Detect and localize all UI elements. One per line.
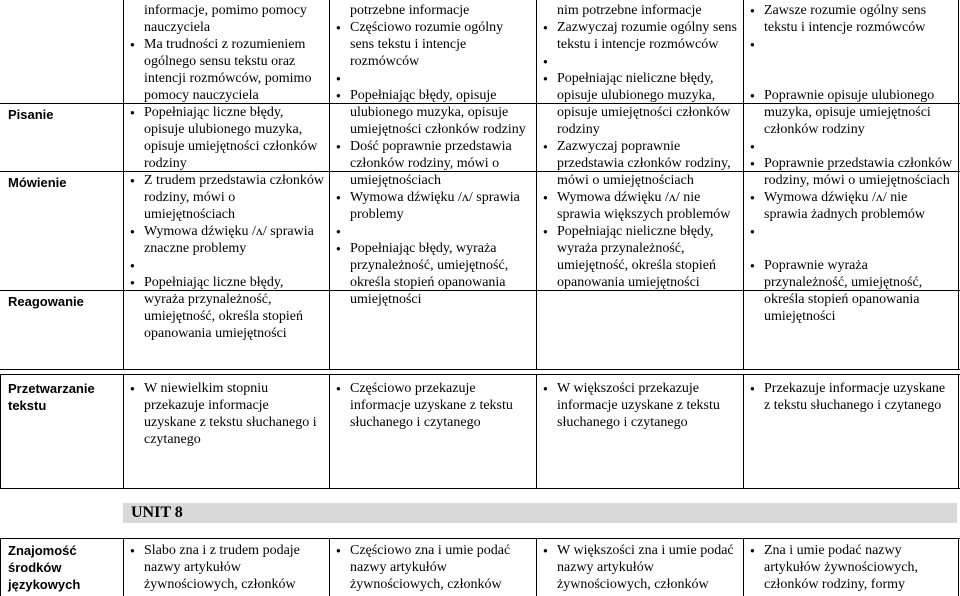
- col3-item-understanding: ● Zazwyczaj rozumie ogólny sens tekstu i intencje rozmówców: [541, 19, 737, 53]
- col4-item-writing: ● Poprawnie opisuje ulubionego muzyka, opisuje umiejętności członków rodziny: [748, 87, 953, 138]
- col2-item-reacting: ● Popełniając błędy, wyraża przynależność, umiejętność, określa stopień opanowania umiejętności: [334, 240, 530, 308]
- table3-cell-4: [748, 542, 953, 593]
- row-label-reagowanie: Reagowanie: [8, 294, 84, 309]
- table3-item-1: ● Slabo zna i z trudem podaje nazwy artykułów żywnościowych, członków: [128, 542, 324, 593]
- table3-col-divider-3: [536, 538, 537, 596]
- table1-bottom-border: [0, 369, 960, 370]
- table3-col-divider-1: [123, 538, 124, 596]
- table3-top-border: [0, 538, 960, 539]
- table2-cell-3: [541, 380, 737, 431]
- col3-spacer-1: [541, 53, 737, 70]
- table1-col3: [541, 2, 737, 291]
- col1-item-reacting: ● Popełniając liczne błędy, wyraża przynależność, umiejętność, określa stopień opanowania umiejętności: [128, 274, 324, 342]
- col2-spacer-2: [334, 223, 530, 240]
- table1-col1: [128, 2, 324, 342]
- col4-item-reacting: ● Poprawnie wyraża przynależność, umiejętność, określa stopień opanowania umiejętności: [748, 257, 953, 325]
- table2-cell-4: [748, 380, 953, 414]
- table3-right-border: [958, 538, 959, 596]
- col1-item-writing: ● Popełniając liczne błędy, opisuje ulubionego muzyka, opisuje umiejętności członków rodziny: [128, 104, 324, 172]
- row-label-mowienie: Mówienie: [8, 175, 67, 190]
- col4-item-speaking: ● Poprawnie przedstawia członków rodziny, mówi o umiejętnościach: [748, 155, 953, 189]
- table2-cell-1: [128, 380, 324, 448]
- unit-heading: UNIT 8: [123, 503, 957, 523]
- table1-right-border: [958, 0, 959, 370]
- table3-cell-3: [541, 542, 737, 593]
- table1-col-divider-4: [743, 0, 744, 370]
- table1-col-divider-2: [329, 0, 330, 370]
- table3-left-border: [0, 538, 1, 596]
- col1-spacer: [128, 257, 324, 274]
- col1-item-understanding: ● Ma trudności z rozumieniem ogólnego sensu tekstu oraz intencji rozmówców, pomimo pomocy nauczyciela: [128, 36, 324, 104]
- row-label-przetwarzanie-tekstu: Przetwarzanie tekstu: [8, 381, 95, 413]
- col1-continued-text-1: informacje, pomimo pomocy: [144, 3, 307, 18]
- table2-item-4: ● Przekazuje informacje uzyskane z tekstu słuchanego i czytanego: [748, 380, 953, 414]
- col2-item-writing: ● Popełniając błędy, opisuje ulubionego muzyka, opisuje umiejętności członków rodziny: [334, 87, 530, 138]
- table3-item-2: ● Częściowo zna i umie podać nazwy artykułów żywnościowych, członków: [334, 542, 530, 593]
- col4-spacer-2: [748, 138, 953, 155]
- row-label-pisanie: Pisanie: [8, 107, 54, 122]
- table3-cell-1: [128, 542, 324, 593]
- table1-col-divider-1: [123, 0, 124, 370]
- col1-item-speaking: ● Z trudem przedstawia członków rodziny, mówi o umiejętnościach: [128, 172, 324, 223]
- col4-item-understanding: ● Zawsze rozumie ogólny sens tekstu i intencje rozmówców: [748, 2, 953, 36]
- col4-spacer-1: [748, 36, 953, 87]
- table2-item-3: ● W większości przekazuje informacje uzyskane z tekstu słuchanego i czytanego: [541, 380, 737, 431]
- col1-item-pronunciation: ● Wymowa dźwięku /ʌ/ sprawia znaczne problemy: [128, 223, 324, 257]
- col2-item-pronunciation: ● Wymowa dźwięku /ʌ/ sprawia problemy: [334, 189, 530, 223]
- table2-cell-2: [334, 380, 530, 431]
- table3-item-3: ● W większości zna i umie podać nazwy artykułów żywnościowych, członków: [541, 542, 737, 593]
- table2-col-divider-2: [329, 374, 330, 489]
- table2-left-border: [0, 374, 1, 489]
- table2-col-divider-1: [123, 374, 124, 489]
- table2-item-1: ● W niewielkim stopniu przekazuje informacje uzyskane z tekstu słuchanego i czytanego: [128, 380, 324, 448]
- table1-col2: [334, 2, 530, 308]
- table2-right-border: [958, 374, 959, 489]
- col2-item-speaking: ● Dość poprawnie przedstawia członków rodziny, mówi o umiejętnościach: [334, 138, 530, 189]
- col2-continued-text: potrzebne informacje: [350, 3, 470, 18]
- table2-col-divider-4: [743, 374, 744, 489]
- table1-col-divider-3: [536, 0, 537, 370]
- col3-item-reacting: ● Popełniając nieliczne błędy, wyraża przynależność, umiejętność, określa stopień opanowania umiejętności: [541, 223, 737, 291]
- table2-item-2: ● Częściowo przekazuje informacje uzyskane z tekstu słuchanego i czytanego: [334, 380, 530, 431]
- col3-item-writing: ● Popełniając nieliczne błędy, opisuje ulubionego muzyka, opisuje umiejętności członków rodziny: [541, 70, 737, 138]
- table2-col-divider-3: [536, 374, 537, 489]
- table3-cell-2: [334, 542, 530, 593]
- row-label-znajomosc-srodkow-jezykowych: Znajomość środków językowych: [8, 543, 81, 592]
- table3-item-4: ● Zna i umie podać nazwy artykułów żywnościowych, członków rodziny, formy: [748, 542, 953, 593]
- col1-continued-text-2: nauczyciela: [144, 20, 211, 35]
- table3-col-divider-4: [743, 538, 744, 596]
- table2-top-border: [0, 374, 960, 375]
- col2-item-understanding: ● Częściowo rozumie ogólny sens tekstu i intencje rozmówców: [334, 19, 530, 70]
- col3-continued-text: nim potrzebne informacje: [557, 3, 702, 18]
- table1-col4: [748, 2, 953, 325]
- table2-bottom-border: [0, 488, 960, 489]
- col4-spacer-3: [748, 223, 953, 257]
- col3-item-pronunciation: ● Wymowa dźwięku /ʌ/ nie sprawia większych problemów: [541, 189, 737, 223]
- col3-item-speaking: ● Zazwyczaj poprawnie przedstawia członków rodziny, mówi o umiejętnościach: [541, 138, 737, 189]
- col2-spacer-1: [334, 70, 530, 87]
- table3-col-divider-2: [329, 538, 330, 596]
- col4-item-pronunciation: ● Wymowa dźwięku /ʌ/ nie sprawia żadnych problemów: [748, 189, 953, 223]
